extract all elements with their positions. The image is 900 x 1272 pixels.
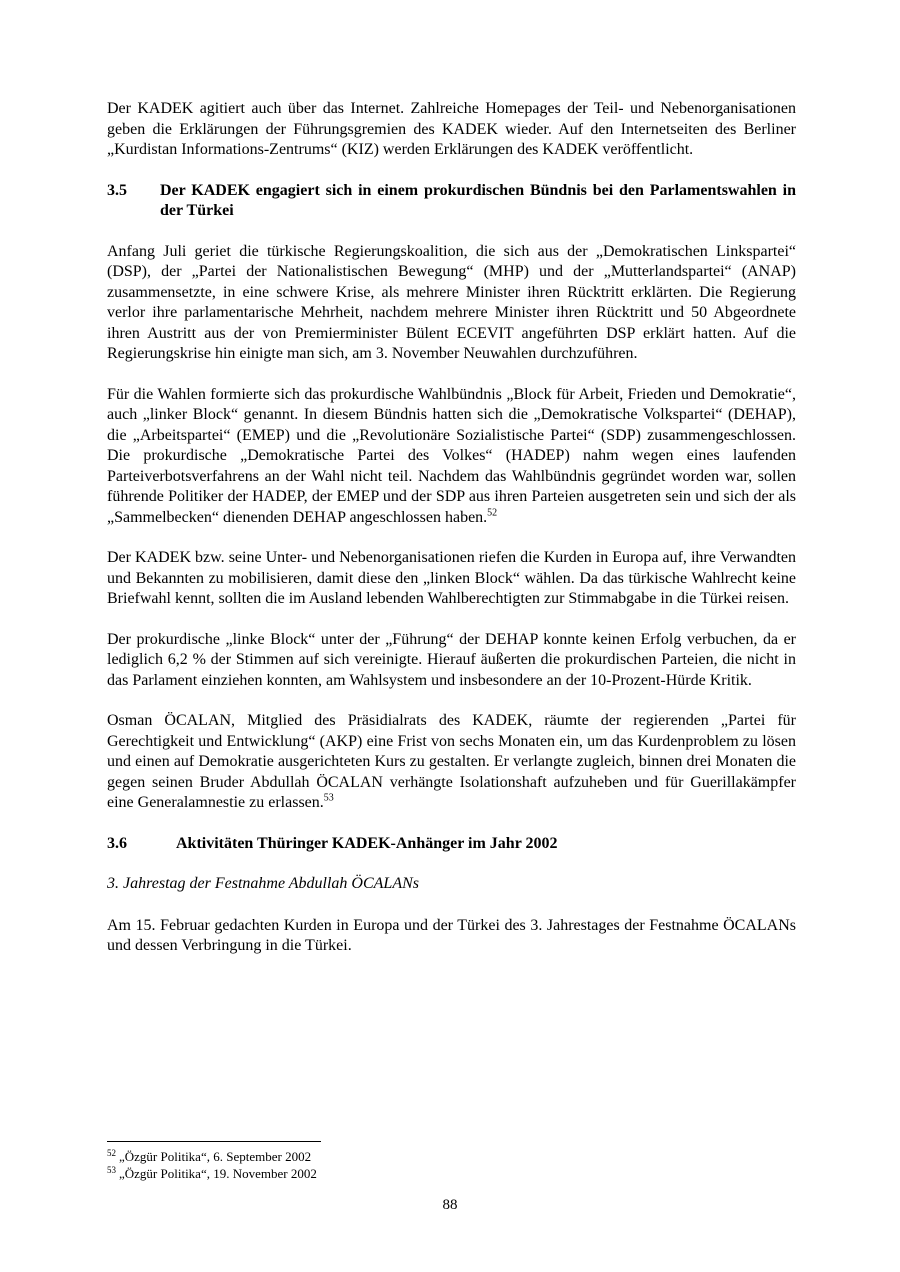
paragraph-internet: Der KADEK agitiert auch über das Internet. Zahlreiche Homepages der Teil- und Nebenorganisationen geben die Erklärungen der Führungsgremien des KADEK wieder. Auf den Internetseiten des Berliner „Kurdistan Informations-Zentrums“ (KIZ) werden Erklärungen des KADEK veröffentlicht. (107, 100, 796, 158)
footnote-divider (107, 1141, 321, 1142)
paragraph-ocalan-demands-text: Osman ÖCALAN, Mitglied des Präsidialrats des KADEK, räumte der regierenden „Partei für Gerechtigkeit und Entwicklung“ (AKP) eine Frist von sechs Monaten ein, um das Kurdenproblem zu lösen und einen auf Demokratie ausgerichteten Kurs zu gestalten. Er verlangte zugleich, binnen drei Monaten die gegen seinen Bruder Abdullah ÖCALAN verhängte Isolationshaft aufzuheben und für Guerillakämpfer eine Generalamnestie zu erlassen. (107, 712, 796, 811)
section-heading-3-6 (107, 834, 796, 855)
footnote-53 (107, 1165, 796, 1182)
paragraph-election-alliance (107, 385, 796, 529)
paragraph-mobilization: Der KADEK bzw. seine Unter- und Nebenorganisationen riefen die Kurden in Europa auf, ihre Verwandten und Bekannten zu mobilisieren, damit diese den „linken Block“ wählen. Da das türkische Wahlrecht keine Briefwahl kennt, sollten die im Ausland lebenden Wahlberechtigten zur Stimmabgabe in die Türkei reisen. (107, 549, 796, 607)
footnote-ref-53: 53 (323, 792, 334, 804)
footnotes-section (107, 1141, 796, 1182)
footnote-52-text: „Özgür Politika“, 6. September 2002 (119, 1149, 312, 1164)
section-title-3-5: Der KADEK engagiert sich in einem prokurdischen Bündnis bei den Parlamentswahlen in der Türkei (160, 181, 796, 219)
footnote-53-text: „Özgür Politika“, 19. November 2002 (119, 1166, 317, 1181)
paragraph-anniversary: Am 15. Februar gedachten Kurden in Europa und der Türkei des 3. Jahrestages der Festnahme ÖCALANs und dessen Verbringung in die Türkei. (107, 916, 796, 954)
subheading-anniversary: 3. Jahrestag der Festnahme Abdullah ÖCALANs (107, 875, 419, 892)
section-heading-3-5 (107, 181, 796, 222)
section-number-3-5: 3.5 (107, 181, 127, 199)
paragraph-election-alliance-text: Für die Wahlen formierte sich das prokurdische Wahlbündnis „Block für Arbeit, Frieden und Demokratie“, auch „linker Block“ genannt. In diesem Bündnis hatten sich die „Demokratische Volkspartei“ (DEHAP), die „Arbeitspartei“ (EMEP) und die „Revolutionäre Sozialistische Partei“ (SDP) zusammengeschlossen. Die prokurdische „Demokratische Partei des Volkes“ (HADEP) nahm wegen eines laufenden Parteiverbotsverfahrens an der Wahl nicht teil. Nachdem das Wahlbündnis gegründet worden war, sollen führende Politiker der HADEP, der EMEP und der SDP aus ihren Parteien ausgetreten sein und sich der als „Sammelbecken“ dienenden DEHAP angeschlossen haben. (107, 385, 796, 526)
paragraph-election-result: Der prokurdische „linke Block“ unter der „Führung“ der DEHAP konnte keinen Erfolg verbuchen, da er lediglich 6,2 % der Stimmen auf sich vereinigte. Hierauf äußerten die prokurdischen Parteien, die nicht in das Parlament einziehen konnten, am Wahlsystem und insbesondere an der 10-Prozent-Hürde Kritik. (107, 630, 796, 689)
footnote-ref-52: 52 (487, 507, 498, 519)
paragraph-ocalan-demands (107, 711, 796, 814)
section-title-3-6: Aktivitäten Thüringer KADEK-Anhänger im Jahr 2002 (176, 834, 558, 852)
footnote-52-number: 52 (107, 1147, 116, 1158)
footnote-53-number: 53 (107, 1164, 116, 1175)
paragraph-coalition-crisis: Anfang Juli geriet die türkische Regierungskoalition, die sich aus der „Demokratischen Linkspartei“ (DSP), der „Partei der Nationalistischen Bewegung“ (MHP) und der „Mutterlandspartei“ (ANAP) zusammensetzte, in eine schwere Krise, als mehrere Minister ihren Rücktritt erklärten. Die Regierung verlor ihre parlamentarische Mehrheit, nachdem mehrere Minister ihren Rücktritt und 50 Abgeordnete ihren Austritt aus der von Premierminister Bülent ECEVIT angeführten DSP erklärt hatten. Auf die Regierungskrise hin einigte man sich, am 3. November Neuwahlen durchzuführen. (107, 242, 796, 362)
page-content (107, 99, 796, 977)
section-number-3-6: 3.6 (107, 834, 127, 852)
page-number: 88 (442, 1197, 458, 1213)
footnote-52 (107, 1148, 796, 1165)
